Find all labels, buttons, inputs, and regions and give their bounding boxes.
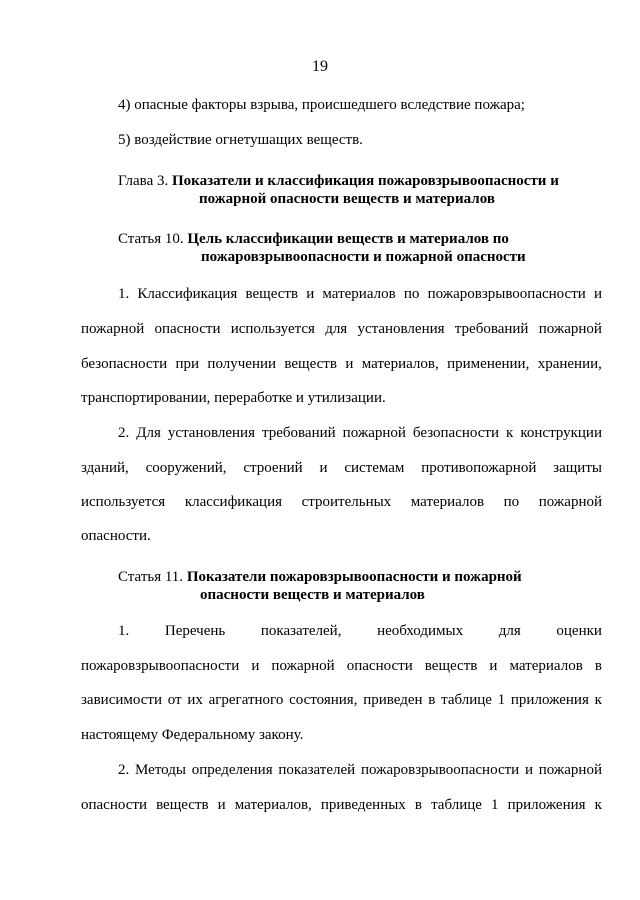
word: материалов bbox=[410, 494, 485, 510]
word: 1. bbox=[118, 623, 130, 639]
article10-p1-line1 bbox=[118, 285, 602, 303]
article10-p2-line3 bbox=[81, 493, 602, 511]
article10-p2-line4: опасности. bbox=[81, 528, 151, 544]
word: опасности bbox=[154, 321, 221, 337]
word: приведенных bbox=[320, 797, 406, 813]
word: опасности bbox=[346, 658, 413, 674]
word: состояния, bbox=[289, 692, 358, 708]
word: оценки bbox=[556, 623, 602, 639]
word: противопожарной bbox=[421, 460, 537, 476]
word: установления bbox=[167, 425, 255, 441]
chapter-heading bbox=[118, 172, 559, 190]
word: Для bbox=[136, 425, 161, 441]
word: веществ bbox=[424, 658, 478, 674]
word: 1 bbox=[491, 797, 499, 813]
word: веществ bbox=[245, 286, 299, 302]
word: веществ bbox=[156, 797, 209, 813]
word: пожарной bbox=[538, 762, 602, 778]
word: агрегатного bbox=[208, 692, 284, 708]
word: при bbox=[175, 356, 200, 372]
word: применении, bbox=[447, 356, 530, 372]
word: пожарной bbox=[538, 494, 602, 510]
word: материалов, bbox=[361, 356, 439, 372]
word: требований bbox=[454, 321, 529, 337]
word: и bbox=[489, 658, 498, 674]
chapter-title-line1: Показатели и классификация пожаровзрывоопасности и bbox=[171, 173, 559, 189]
word: зависимости bbox=[81, 692, 162, 708]
word: используется bbox=[230, 321, 315, 337]
word: и bbox=[345, 356, 354, 372]
word: системам bbox=[344, 460, 405, 476]
word: пожарной bbox=[81, 321, 145, 337]
article11-heading bbox=[118, 568, 522, 586]
word: к bbox=[594, 797, 602, 813]
word: от bbox=[167, 692, 182, 708]
article10-p2-line2 bbox=[81, 459, 602, 477]
article11-title-line2: опасности веществ и материалов bbox=[200, 587, 425, 603]
word: по bbox=[403, 286, 420, 302]
word: хранении, bbox=[537, 356, 602, 372]
word: материалов bbox=[509, 658, 583, 674]
word: материалов, bbox=[234, 797, 312, 813]
chapter-title-line2: пожарной опасности веществ и материалов bbox=[199, 191, 495, 207]
word: защиты bbox=[553, 460, 602, 476]
article10-p1-line3 bbox=[81, 355, 602, 373]
word: и bbox=[251, 658, 260, 674]
word: пожарной bbox=[342, 425, 406, 441]
article11-p1-line2 bbox=[81, 657, 602, 675]
word: зданий, bbox=[81, 460, 129, 476]
chapter-prefix: Глава 3. bbox=[118, 173, 169, 189]
word: к bbox=[506, 425, 514, 441]
word: пожаровзрывоопасности bbox=[427, 286, 586, 302]
word: таблице bbox=[441, 692, 492, 708]
list-item-4: 4) опасные факторы взрыва, происшедшего вследствие пожара; bbox=[118, 97, 525, 113]
word: и bbox=[306, 286, 315, 302]
article10-p2-line1 bbox=[118, 424, 602, 442]
word: и bbox=[593, 286, 602, 302]
word: 2. bbox=[118, 425, 130, 441]
word: 1 bbox=[497, 692, 506, 708]
article10-title-line2: пожаровзрывоопасности и пожарной опасности bbox=[201, 249, 526, 265]
word: к bbox=[594, 692, 602, 708]
word: и bbox=[217, 797, 226, 813]
article11-p2-line1 bbox=[118, 761, 602, 779]
word: их bbox=[187, 692, 203, 708]
word: в bbox=[594, 658, 602, 674]
word: конструкции bbox=[520, 425, 602, 441]
word: установления bbox=[357, 321, 445, 337]
word: в bbox=[414, 797, 422, 813]
word: необходимых bbox=[377, 623, 464, 639]
word: безопасности bbox=[412, 425, 500, 441]
article11-p2-line2 bbox=[81, 796, 602, 814]
article10-p1-line4: транспортировании, переработке и утилизации. bbox=[81, 390, 386, 406]
article11-p1-line3 bbox=[81, 691, 602, 709]
word: и bbox=[319, 460, 328, 476]
word: Методы bbox=[135, 762, 186, 778]
page-number: 19 bbox=[312, 58, 328, 75]
word: таблице bbox=[431, 797, 482, 813]
word: показателей bbox=[278, 762, 356, 778]
word: 1. bbox=[118, 286, 130, 302]
article11-p1-line4: настоящему Федеральному закону. bbox=[81, 727, 304, 743]
word: приведен bbox=[363, 692, 423, 708]
word: показателей, bbox=[260, 623, 342, 639]
article10-p1-line2 bbox=[81, 320, 602, 338]
word: определения bbox=[191, 762, 273, 778]
article11-title-line1: Показатели пожаровзрывоопасности и пожарной bbox=[186, 569, 522, 585]
word: безопасности bbox=[81, 356, 168, 372]
article11-prefix: Статья 11. bbox=[118, 569, 184, 585]
article10-prefix: Статья 10. bbox=[118, 231, 184, 247]
word: строительных bbox=[301, 494, 392, 510]
word: строений bbox=[243, 460, 303, 476]
word: 2. bbox=[118, 762, 130, 778]
word: приложения bbox=[510, 692, 589, 708]
word: пожаровзрывоопасности bbox=[360, 762, 520, 778]
word: сооружений, bbox=[145, 460, 227, 476]
word: опасности bbox=[81, 797, 147, 813]
word: и bbox=[524, 762, 533, 778]
word: пожаровзрывоопасности bbox=[81, 658, 240, 674]
word: Перечень bbox=[164, 623, 226, 639]
word: материалов bbox=[322, 286, 396, 302]
word: Классификация bbox=[137, 286, 238, 302]
list-item-5: 5) воздействие огнетушащих веществ. bbox=[118, 132, 363, 148]
word: классификация bbox=[184, 494, 283, 510]
word: приложения bbox=[507, 797, 586, 813]
article10-heading bbox=[118, 230, 509, 248]
word: для bbox=[325, 321, 348, 337]
article10-title-line1: Цель классификации веществ и материалов по bbox=[187, 231, 509, 247]
word: получении bbox=[207, 356, 277, 372]
word: веществ bbox=[284, 356, 337, 372]
word: используется bbox=[81, 494, 166, 510]
word: по bbox=[503, 494, 520, 510]
word: пожарной bbox=[271, 658, 335, 674]
word: требований bbox=[262, 425, 336, 441]
article11-p1-line1 bbox=[118, 622, 602, 640]
word: пожарной bbox=[538, 321, 602, 337]
word: в bbox=[428, 692, 436, 708]
word: для bbox=[498, 623, 521, 639]
